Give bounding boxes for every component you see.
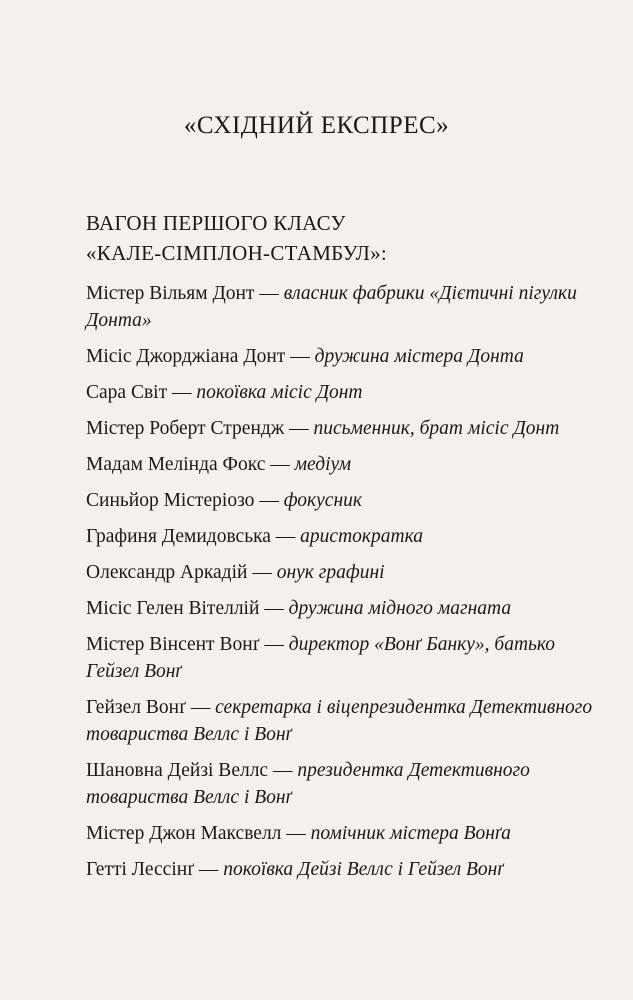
character-name: Мадам Мелінда Фокс: [86, 454, 266, 475]
character-entry: [86, 820, 598, 847]
character-role: помічник містера Вонґа: [310, 823, 511, 844]
dash: —: [285, 346, 315, 367]
character-role: власник фабрики «Дієтичні пігулки Донта»: [86, 283, 577, 331]
character-entry: [86, 523, 598, 550]
character-role: директор «Вонґ Банку», батько Гейзел Вонґ: [86, 634, 556, 682]
character-role: онук графині: [276, 562, 385, 583]
character-role: фокусник: [283, 490, 363, 511]
character-role: дружина мідного магната: [288, 598, 512, 619]
character-role: президентка Детективного товариства Веллс і Вонґ: [86, 760, 530, 808]
character-name: Сара Світ: [86, 382, 168, 403]
section-heading: [86, 208, 556, 268]
character-name: Олександр Аркадій: [86, 562, 248, 583]
character-name: Містер Вільям Донт: [86, 283, 255, 304]
character-name: Гетті Лессінґ: [86, 859, 195, 880]
section-heading-line-1: ВАГОН ПЕРШОГО КЛАСУ: [86, 211, 346, 235]
character-entry: [86, 343, 598, 370]
character-entry: [86, 595, 598, 622]
character-name: Синьйор Містеріозо: [86, 490, 255, 511]
character-name: Графиня Демидовська: [86, 526, 271, 547]
section-heading-line-2: «КАЛЕ-СІМПЛОН-СТАМБУЛ»:: [86, 241, 388, 265]
character-entry: [86, 379, 598, 406]
character-name: Місіс Джорджіана Донт: [86, 346, 286, 367]
character-name: Містер Вінсент Вонґ: [86, 634, 260, 655]
dash: —: [254, 490, 284, 511]
character-role: аристократка: [300, 526, 423, 547]
dash: —: [185, 697, 216, 718]
character-entry: [86, 757, 598, 811]
character-role: секретарка і віцепрезидентка Детективного товариства Веллс і Вонґ: [86, 697, 593, 745]
character-entry: [86, 559, 598, 586]
character-entry: [86, 856, 598, 883]
dash: —: [254, 283, 284, 304]
character-role: покоївка місіс Донт: [196, 382, 363, 403]
character-name: Містер Джон Максвелл: [86, 823, 282, 844]
character-name: Шановна Дейзі Веллс: [86, 760, 269, 781]
character-role: письменник, брат місіс Донт: [313, 418, 560, 439]
character-role: дружина містера Донта: [314, 346, 524, 367]
dash: —: [194, 859, 224, 880]
character-name: Місіс Гелен Вітеллій: [86, 598, 260, 619]
character-entry: [86, 280, 598, 334]
dash: —: [281, 823, 311, 844]
character-list: [86, 280, 598, 892]
dash: —: [284, 418, 314, 439]
page-title: «СХІДНИЙ ЕКСПРЕС»: [183, 112, 450, 139]
dash: —: [167, 382, 197, 403]
character-role: покоївка Дейзі Веллс і Гейзел Вонґ: [223, 859, 504, 880]
dash: —: [270, 526, 301, 547]
dash: —: [265, 454, 295, 475]
character-name: Гейзел Вонґ: [86, 697, 186, 718]
dash: —: [259, 598, 289, 619]
dash: —: [259, 634, 289, 655]
character-entry: [86, 631, 598, 685]
dash: —: [268, 760, 298, 781]
dash: —: [247, 562, 277, 583]
character-entry: [86, 415, 598, 442]
character-entry: [86, 487, 598, 514]
character-entry: [86, 451, 598, 478]
character-role: медіум: [294, 454, 352, 475]
character-name: Містер Роберт Стрендж: [86, 418, 285, 439]
character-entry: [86, 694, 598, 748]
